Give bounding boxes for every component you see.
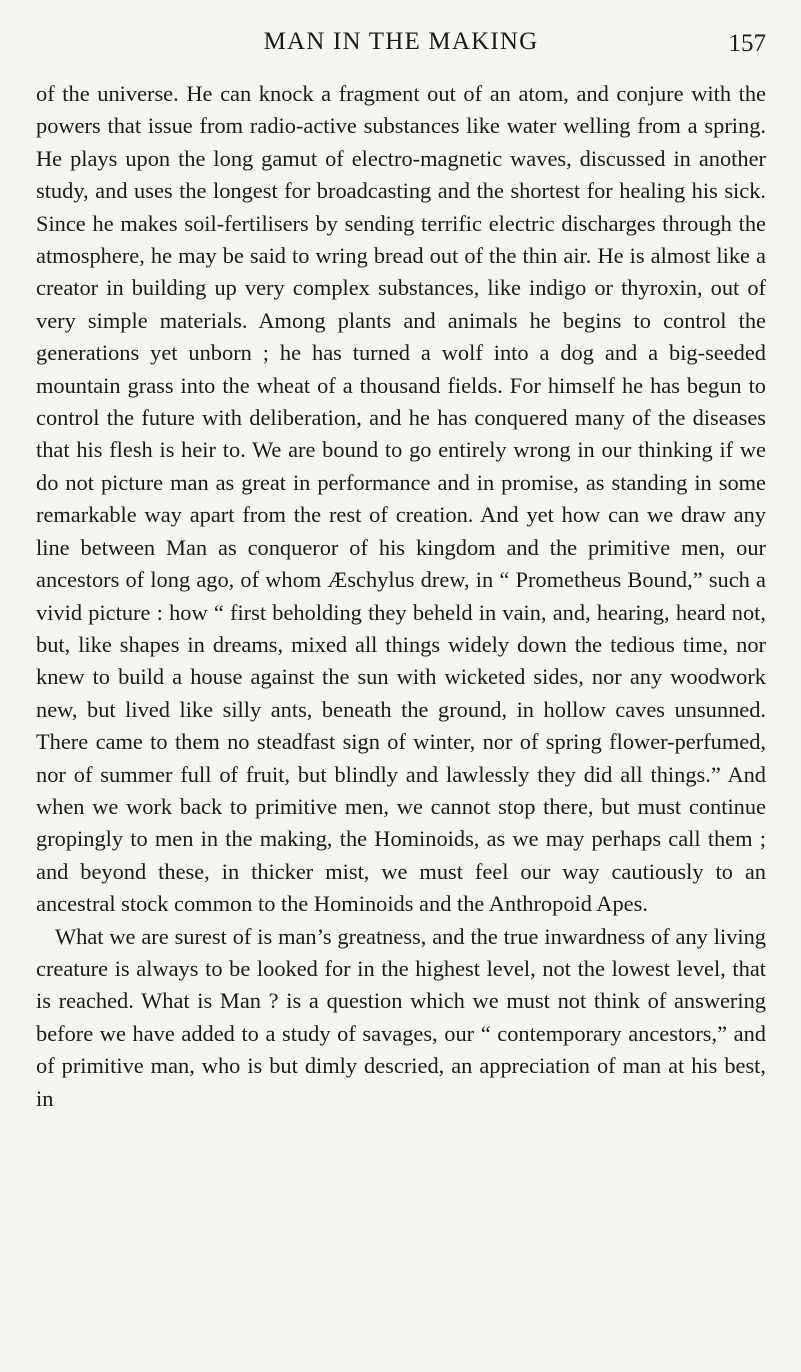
book-page (36, 28, 766, 1115)
page-number: 157 (728, 30, 766, 57)
body-text (36, 78, 766, 1115)
running-title: MAN IN THE MAKING (263, 28, 539, 55)
paragraph: What we are surest of is man’s greatness, and the true inwardness of any living creature is always to be looked for in the highest level, not the lowest level, that is reached. What is Man ? is a question which we must not think of answering before we have added to a study of savages, our “ contemporary ancestors,” and of primitive man, who is but dimly descried, an appreciation of man at his best, in (36, 923, 766, 1111)
paragraph: of the universe. He can knock a fragment out of an atom, and conjure with the powers that issue from radio-active substances like water welling from a spring. He plays upon the long gamut of electro-magnetic waves, discussed in another study, and uses the longest for broadcasting and the shortest for healing his sick. Since he makes soil-fertilisers by sending terrific electric discharges through the atmosphere, he may be said to wring bread out of the thin air. He is almost like a creator in building up very complex substances, like indigo or thyroxin, out of very simple materials. Among plants and animals he begins to control the generations yet unborn ; he has turned a wolf into a dog and a big-seeded mountain grass into the wheat of a thousand fields. For himself he has begun to control the future with deliberation, and he has conquered many of the diseases that his flesh is heir to. We are bound to go entirely wrong in our thinking if we do not picture man as great in performance and in promise, as standing in some remarkable way apart from the rest of creation. And yet how can we draw any line between Man as conqueror of his kingdom and the primitive men, our ancestors of long ago, of whom Æschylus drew, in “ Prometheus Bound,” such a vivid picture : how “ first beholding they beheld in vain, and, hearing, heard not, but, like shapes in dreams, mixed all things widely down the tedious time, nor knew to build a house against the sun with wicketed sides, nor any woodwork new, but lived like silly ants, beneath the ground, in hollow caves unsunned. There came to them no steadfast sign of winter, nor of spring flower-perfumed, nor of summer full of fruit, but blindly and lawlessly they did all things.” And when we work back to primitive men, we cannot stop there, but must continue gropingly to men in the making, the Hominoids, as we may perhaps call them ; and beyond these, in thicker mist, we must feel our way cautiously to an ancestral stock common to the Hominoids and the Anthropoid Apes. (36, 81, 766, 917)
running-header (36, 28, 766, 64)
